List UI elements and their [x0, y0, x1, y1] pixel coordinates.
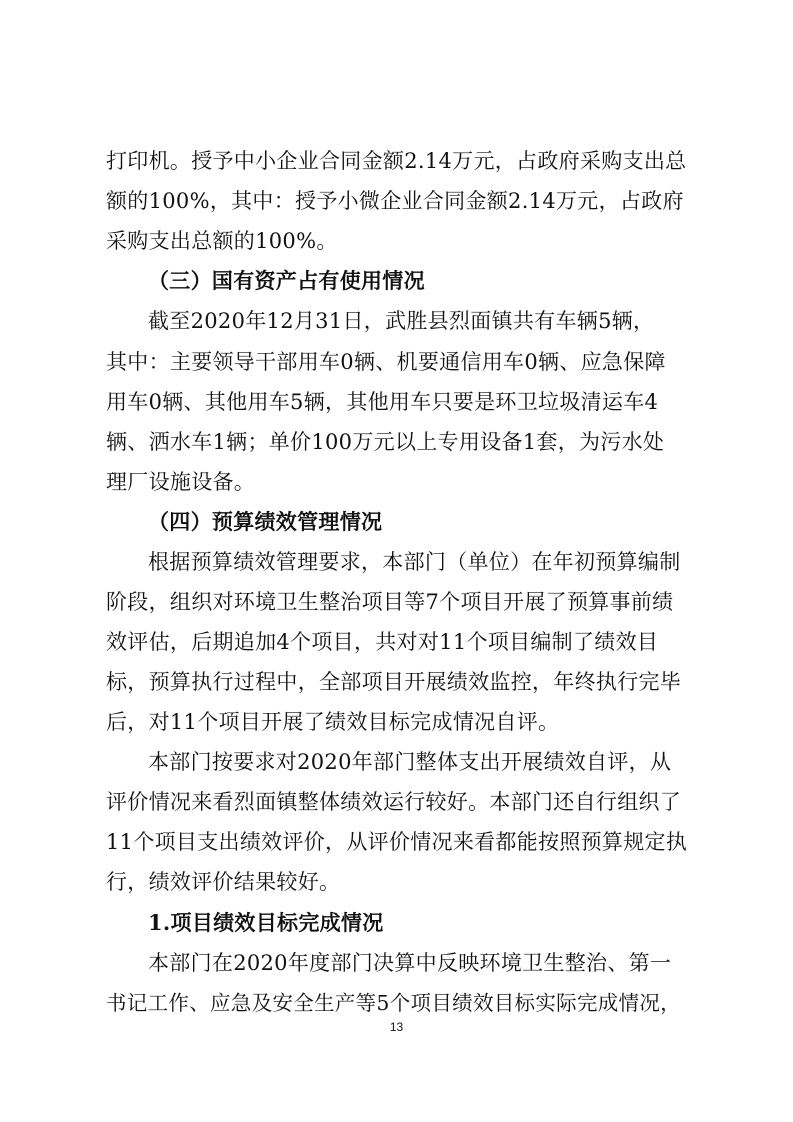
paragraph-line: 额的100%，其中：授予小微企业合同金额2.14万元，占政府 [106, 189, 684, 213]
paragraph-line: 打印机。授予中小企业合同金额2.14万元，占政府采购支出总 [106, 149, 687, 173]
paragraph-line: 11个项目支出绩效评价，从评价情况来看都能按照预算规定执 [106, 830, 688, 854]
paragraph-line: 本部门按要求对2020年部门整体支出开展绩效自评，从 [148, 750, 672, 774]
paragraph-line: 截至2020年12月31日，武胜县烈面镇共有车辆5辆， [148, 309, 655, 333]
paragraph-line: 标，预算执行过程中，全部项目开展绩效监控，年终执行完毕 [106, 670, 682, 694]
subsection-heading: 1.项目绩效目标完成情况 [148, 910, 384, 935]
section-heading: （三）国有资产占有使用情况 [148, 268, 425, 293]
paragraph-line: 理厂设施设备。 [106, 470, 256, 494]
paragraph-line: 根据预算绩效管理要求，本部门（单位）在年初预算编制 [148, 550, 681, 574]
paragraph-line: 行，绩效评价结果较好。 [106, 870, 341, 894]
paragraph-line: 书记工作、应急及安全生产等5个项目绩效目标实际完成情况， [106, 991, 681, 1015]
paragraph-line: 本部门在2020年度部门决算中反映环境卫生整治、第一 [148, 951, 672, 975]
paragraph-line: 后，对11个项目开展了绩效目标完成情况自评。 [106, 710, 560, 734]
paragraph-line: 辆、洒水车1辆；单价100万元以上专用设备1套，为污水处 [106, 430, 665, 454]
paragraph-line: 效评估，后期追加4个项目，共对对11个项目编制了绩效目 [106, 630, 659, 654]
paragraph-line: 阶段，组织对环境卫生整治项目等7个项目开展了预算事前绩 [106, 590, 674, 614]
paragraph-line: 用车0辆、其他用车5辆，其他用车只要是环卫垃圾清运车4 [106, 390, 659, 414]
page-number: 13 [389, 1020, 404, 1034]
paragraph-line: 评价情况来看烈面镇整体绩效运行较好。本部门还自行组织了 [106, 790, 682, 814]
paragraph-line: 其中：主要领导干部用车0辆、机要通信用车0辆、应急保障 [106, 350, 666, 374]
section-heading: （四）预算绩效管理情况 [148, 509, 383, 534]
paragraph-line: 采购支出总额的100%。 [106, 229, 338, 253]
